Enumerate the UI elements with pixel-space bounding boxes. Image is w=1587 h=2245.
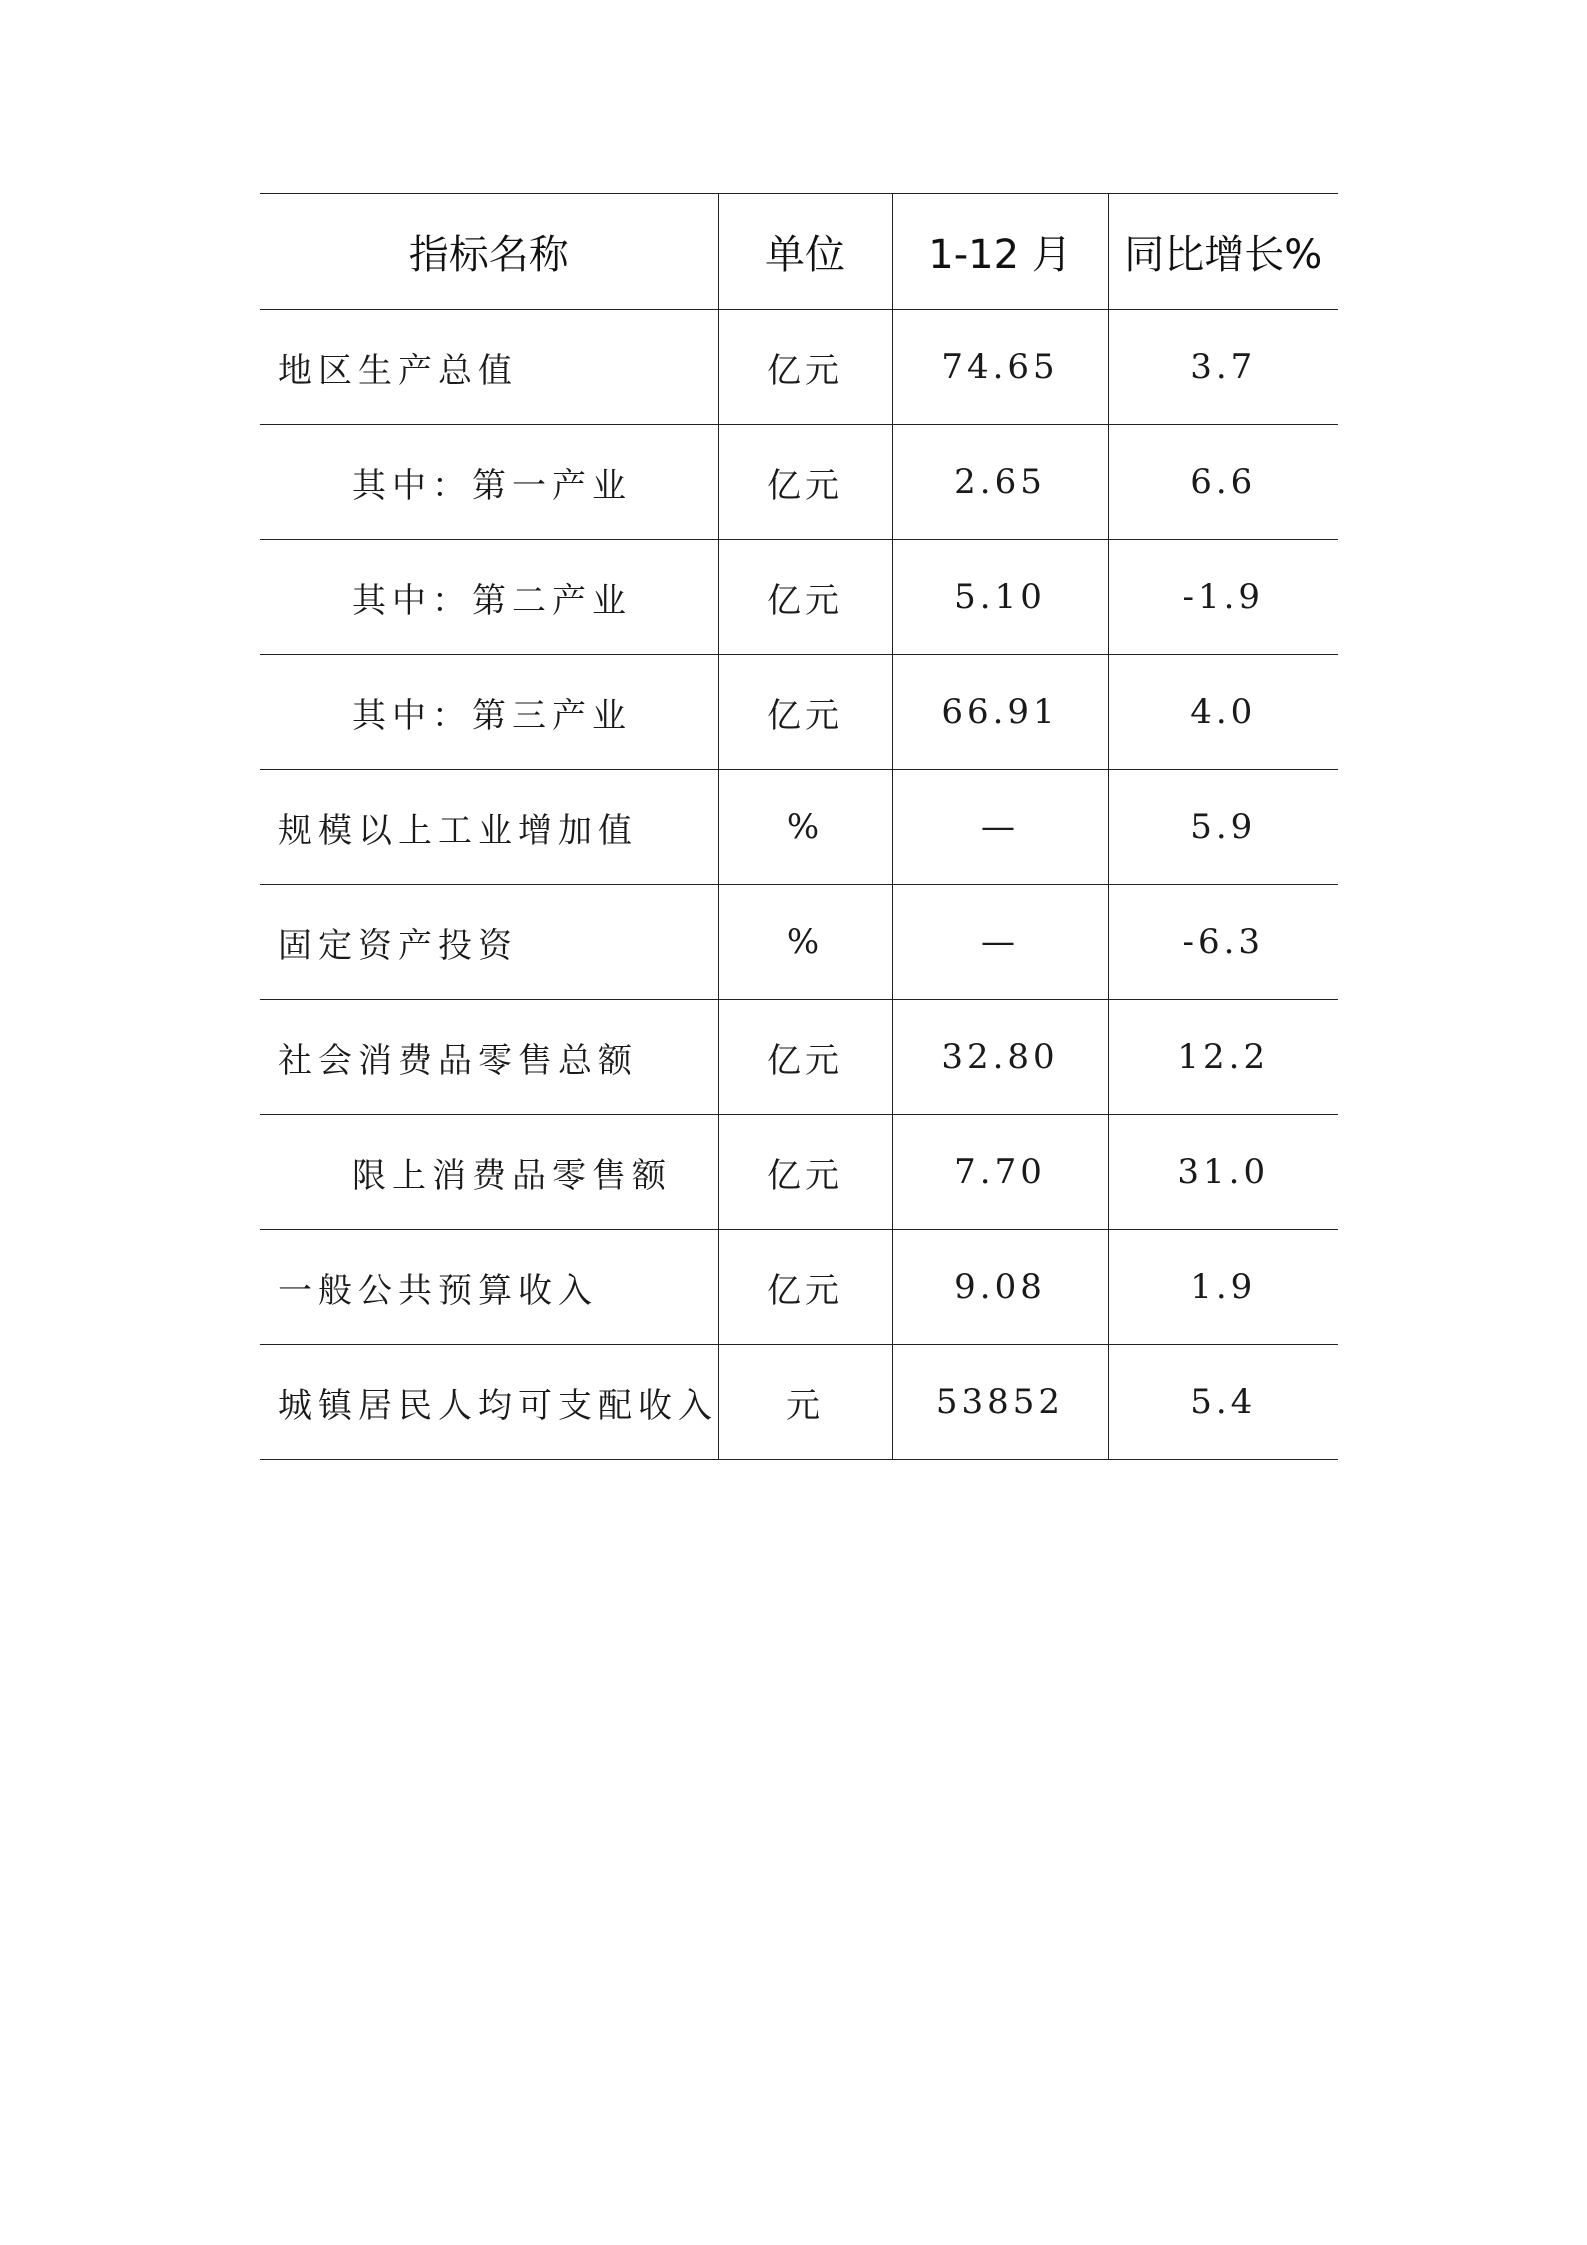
indicator-value: 74.65 xyxy=(892,310,1108,425)
indicator-yoy: 4.0 xyxy=(1108,655,1338,770)
indicator-unit: 亿元 xyxy=(718,425,892,540)
indicator-yoy: 5.4 xyxy=(1108,1345,1338,1460)
table-row xyxy=(260,540,1338,655)
indicator-value: 2.65 xyxy=(892,425,1108,540)
table-body xyxy=(260,310,1338,1460)
indicator-value: 66.91 xyxy=(892,655,1108,770)
indicator-name: 地区生产总值 xyxy=(260,310,718,425)
table-row xyxy=(260,885,1338,1000)
table-row xyxy=(260,1230,1338,1345)
table-row xyxy=(260,1345,1338,1460)
indicator-name: 一般公共预算收入 xyxy=(260,1230,718,1345)
indicator-unit: % xyxy=(718,885,892,1000)
indicator-value: 5.10 xyxy=(892,540,1108,655)
header-yoy-growth: 同比增长% xyxy=(1108,194,1338,310)
indicator-value: — xyxy=(892,770,1108,885)
indicator-unit: % xyxy=(718,770,892,885)
indicator-name: 城镇居民人均可支配收入 xyxy=(260,1345,718,1460)
indicator-unit: 元 xyxy=(718,1345,892,1460)
indicator-name: 规模以上工业增加值 xyxy=(260,770,718,885)
indicator-name: 限上消费品零售额 xyxy=(260,1115,718,1230)
indicator-yoy: -6.3 xyxy=(1108,885,1338,1000)
table-row xyxy=(260,655,1338,770)
indicator-name: 其中：第二产业 xyxy=(260,540,718,655)
indicator-unit: 亿元 xyxy=(718,1115,892,1230)
header-row xyxy=(260,194,1338,310)
indicator-value: — xyxy=(892,885,1108,1000)
indicator-yoy: 6.6 xyxy=(1108,425,1338,540)
indicator-yoy: 5.9 xyxy=(1108,770,1338,885)
header-period: 1-12 月 xyxy=(892,194,1108,310)
indicator-name: 其中：第三产业 xyxy=(260,655,718,770)
table-row xyxy=(260,770,1338,885)
indicator-yoy: 31.0 xyxy=(1108,1115,1338,1230)
indicator-unit: 亿元 xyxy=(718,1000,892,1115)
indicator-name: 其中：第一产业 xyxy=(260,425,718,540)
indicator-unit: 亿元 xyxy=(718,1230,892,1345)
indicator-unit: 亿元 xyxy=(718,655,892,770)
indicator-yoy: 3.7 xyxy=(1108,310,1338,425)
indicator-yoy: 12.2 xyxy=(1108,1000,1338,1115)
indicator-unit: 亿元 xyxy=(718,540,892,655)
header-unit: 单位 xyxy=(718,194,892,310)
indicator-unit: 亿元 xyxy=(718,310,892,425)
table-row xyxy=(260,1115,1338,1230)
table-row xyxy=(260,310,1338,425)
table-header xyxy=(260,194,1338,310)
indicator-value: 53852 xyxy=(892,1345,1108,1460)
indicator-value: 7.70 xyxy=(892,1115,1108,1230)
indicator-value: 32.80 xyxy=(892,1000,1108,1115)
table-row xyxy=(260,425,1338,540)
indicator-yoy: -1.9 xyxy=(1108,540,1338,655)
indicator-yoy: 1.9 xyxy=(1108,1230,1338,1345)
table-row xyxy=(260,1000,1338,1115)
header-indicator-name: 指标名称 xyxy=(260,194,718,310)
statistics-table xyxy=(260,193,1338,1460)
indicator-value: 9.08 xyxy=(892,1230,1108,1345)
indicator-name: 社会消费品零售总额 xyxy=(260,1000,718,1115)
indicator-name: 固定资产投资 xyxy=(260,885,718,1000)
